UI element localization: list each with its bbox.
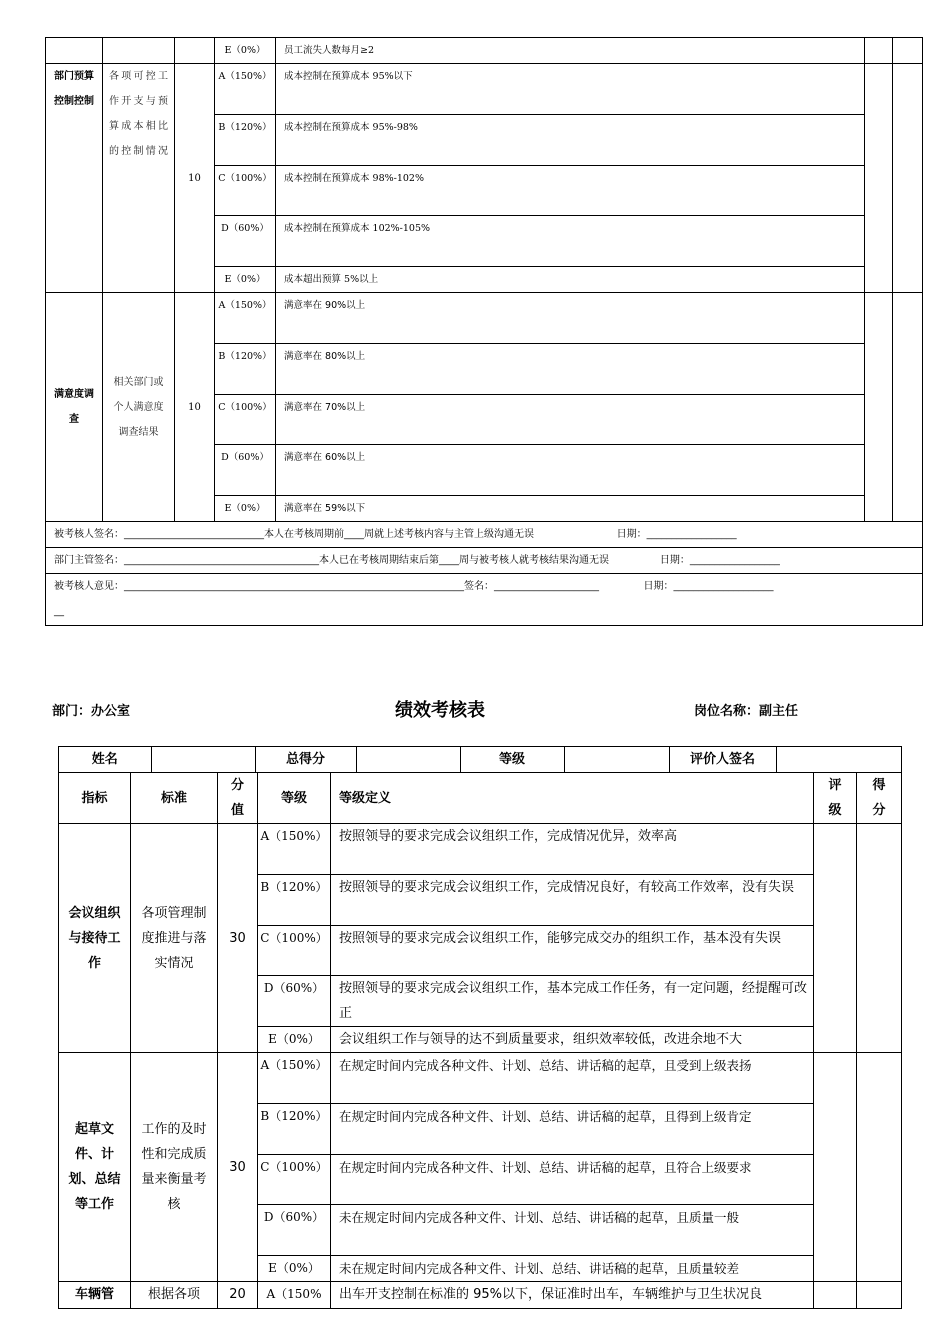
level-cell: B（120%） [258,1104,331,1155]
level-cell: D（60%） [215,216,276,267]
total-score-label: 总得分 [255,747,356,772]
name-label: 姓名 [59,747,151,772]
indicator-satisfaction: 满意度调查 [46,293,103,522]
department-label: 部门：办公室 [52,704,131,719]
indicator-budget: 部门预算控制控制 [46,64,103,293]
level-cell: C（100%） [215,395,276,445]
level-cell: A（150%） [215,293,276,344]
level-cell: C（100%） [258,926,331,976]
level-cell: B（120%） [215,115,276,166]
definition-cell: 按照领导的要求完成会议组织工作，基本完成工作任务，有一定问题，经提醒可改正 [331,976,814,1027]
level-cell: E（0%） [258,1256,331,1282]
definition-cell: 按照领导的要求完成会议组织工作，完成情况优异，效率高 [331,824,814,875]
definition-cell: 按照领导的要求完成会议组织工作，完成情况良好，有较高工作效率，没有失误 [331,875,814,926]
definition-cell: 满意率在 70%以上 [276,395,865,445]
standard-vehicle: 根据各项 [131,1282,218,1309]
definition-cell: 满意率在 80%以上 [276,344,865,395]
rating-cell[interactable] [814,1053,857,1282]
level-cell: D（60%） [215,445,276,496]
score-meeting: 30 [218,824,258,1053]
opinion-text: 被考核人意见：____________________________________________________________________签名：_____________________ 日期：____________________ [54,581,774,592]
column-header-level: 等级 [258,773,331,824]
level-cell: C（100%） [258,1155,331,1205]
evaluator-signature-field[interactable] [776,747,902,772]
column-header-standard: 标准 [131,773,218,824]
grade-field[interactable] [564,747,669,772]
rating-cell[interactable] [814,1282,857,1309]
level-cell: A（150%） [258,1053,331,1104]
level-cell: A（150%） [258,824,331,875]
indicator-drafting: 起草文件、计划、总结等工作 [59,1053,131,1282]
score-budget: 10 [175,64,215,293]
name-field[interactable] [151,747,255,772]
column-header-indicator: 指标 [59,773,131,824]
definition-cell: 会议组织工作与领导的达不到质量要求，组织效率较低，改进余地不大 [331,1027,814,1053]
column-header-rating: 评级 [814,773,857,824]
total-score-field[interactable] [356,747,460,772]
column-header-score: 分值 [218,773,258,824]
previous-page-table [45,37,923,626]
definition-cell: 员工流失人数每月≥2 [276,38,865,64]
definition-cell: 在规定时间内完成各种文件、计划、总结、讲话稿的起草，且受到上级表扬 [331,1053,814,1104]
definition-cell: 满意率在 60%以上 [276,445,865,496]
definition-cell: 未在规定时间内完成各种文件、计划、总结、讲话稿的起草，且质量一般 [331,1205,814,1256]
column-header-definition: 等级定义 [331,773,814,824]
points-cell [893,293,923,522]
level-cell: E（0%） [258,1027,331,1053]
indicator-vehicle: 车辆管 [59,1282,131,1309]
points-cell[interactable] [857,1282,902,1309]
points-cell [893,64,923,293]
score-vehicle: 20 [218,1282,258,1309]
definition-cell: 成本控制在预算成本 98%-102% [276,166,865,216]
points-cell[interactable] [857,1053,902,1282]
employee-signature-line: 被考核人签名：____________________________本人在考核周期前____周就上述考核内容与主管上级沟通无误 日期：__________________ [46,522,923,548]
level-cell: A（150% [258,1282,331,1309]
page-title: 绩效考核表 [395,700,485,721]
points-cell[interactable] [857,824,902,1053]
standard-drafting: 工作的及时性和完成质量来衡量考核 [131,1053,218,1282]
level-cell: A（150%） [215,64,276,115]
manager-signature-line: 部门主管签名：_______________________________________本人已在考核周期结束后第____周与被考核人就考核结果沟通无误 日期：__________________ [46,548,923,574]
definition-cell: 满意率在 59%以下 [276,496,865,522]
rating-cell [865,64,893,293]
definition-cell: 按照领导的要求完成会议组织工作，能够完成交办的组织工作，基本没有失误 [331,926,814,976]
definition-cell: 成本控制在预算成本 95%以下 [276,64,865,115]
performance-table [58,746,902,1309]
standard-satisfaction: 相关部门或个人满意度调查结果 [103,293,175,522]
definition-cell: 成本控制在预算成本 102%-105% [276,216,865,267]
opinion-tail: __ [54,606,64,617]
definition-cell: 未在规定时间内完成各种文件、计划、总结、讲话稿的起草，且质量较差 [331,1256,814,1282]
level-cell: E（0%） [215,267,276,293]
employee-opinion-line [46,574,923,626]
definition-cell: 成本超出预算 5%以上 [276,267,865,293]
standard-meeting: 各项管理制度推进与落实情况 [131,824,218,1053]
level-cell: D（60%） [258,1205,331,1256]
rating-cell [865,293,893,522]
level-cell: C（100%） [215,166,276,216]
definition-cell: 成本控制在预算成本 95%-98% [276,115,865,166]
level-cell: E（0%） [215,496,276,522]
rating-cell[interactable] [814,824,857,1053]
level-cell: B（120%） [258,875,331,926]
level-cell: B（120%） [215,344,276,395]
indicator-meeting: 会议组织与接待工作 [59,824,131,1053]
score-drafting: 30 [218,1053,258,1282]
level-cell: E（0%） [215,38,276,64]
definition-cell: 在规定时间内完成各种文件、计划、总结、讲话稿的起草，且符合上级要求 [331,1155,814,1205]
level-cell: D（60%） [258,976,331,1027]
evaluator-signature-label: 评价人签名 [669,747,776,772]
grade-label: 等级 [460,747,564,772]
standard-budget: 各项可控工作开支与预算成本相比的控制情况 [103,64,175,293]
definition-cell: 出车开支控制在标准的 95%以下，保证准时出车，车辆维护与卫生状况良 [331,1282,814,1309]
definition-cell: 满意率在 90%以上 [276,293,865,344]
definition-cell: 在规定时间内完成各种文件、计划、总结、讲话稿的起草，且得到上级肯定 [331,1104,814,1155]
score-satisfaction: 10 [175,293,215,522]
column-header-points: 得分 [857,773,902,824]
position-label: 岗位名称：副主任 [694,704,799,719]
